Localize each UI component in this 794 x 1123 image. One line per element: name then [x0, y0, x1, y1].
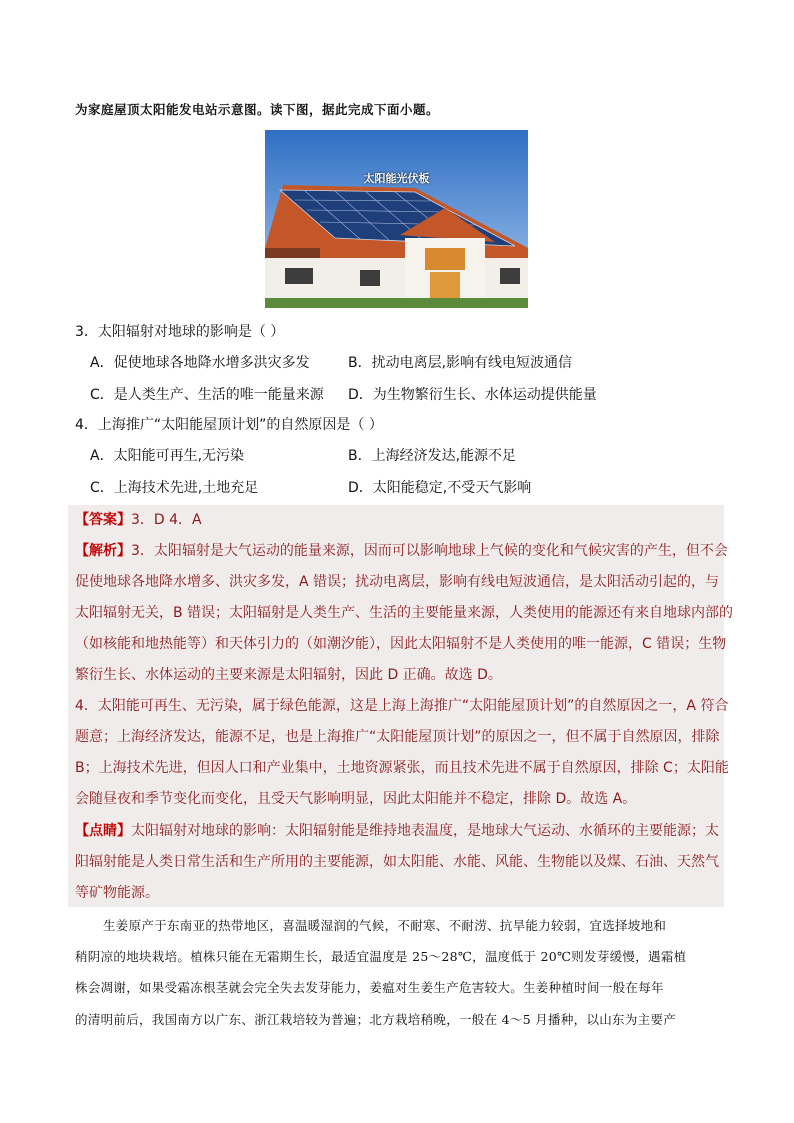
q4-option-b: B．上海经济发达,能源不足	[348, 448, 517, 464]
answer-tag: 【答案】	[75, 512, 131, 528]
intro-text: 为家庭屋顶太阳能发电站示意图。读下图，据此完成下面小题。	[75, 102, 440, 117]
q4-stem: 4．上海推广“太阳能屋顶计划”的自然原因是（ ）	[75, 417, 383, 433]
q3-option-a: A．促使地球各地降水增多洪灾多发	[90, 355, 310, 371]
solar-house-figure	[265, 130, 528, 308]
analysis-line-8: B；上海技术先进，但因人口和产业集中，土地资源紧张，而且技术先进不属于自然原因，排除 C；太阳能	[75, 760, 729, 776]
analysis-line-5: 繁衍生长、水体运动的主要来源是太阳辐射，因此 D 正确。故选 D。	[75, 667, 502, 683]
passage-line-1: 生姜原产于东南亚的热带地区，喜温暖湿润的气候，不耐寒、不耐涝、抗旱能力较弱，宜选择坡地和	[103, 918, 667, 933]
q3-stem: 3．太阳辐射对地球的影响是（ ）	[75, 324, 285, 340]
house-illustration	[265, 130, 528, 308]
q3-option-b: B．扰动电离层,影响有线电短波通信	[348, 355, 573, 371]
comment-line-1	[75, 820, 719, 840]
analysis-line-7: 题意；上海经济发达，能源不足，也是上海推广“太阳能屋顶计划”的原因之一，但不属于自然原因，排除	[75, 729, 720, 745]
analysis-line-9: 会随昼夜和季节变化而变化，且受天气影响明显，因此太阳能并不稳定，排除 D。故选 A。	[75, 791, 637, 807]
q3-option-c: C．是人类生产、生活的唯一能量来源	[90, 387, 324, 403]
analysis-text: 3．太阳辐射是大气运动的能量来源，因而可以影响地球上气候的变化和气候灾害的产生，但不会	[131, 543, 728, 559]
analysis-line-2: 促使地球各地降水增多、洪灾多发，A 错误；扰动电离层，影响有线电短波通信，是太阳活动引起的，与	[75, 574, 720, 590]
q4-option-d: D．太阳能稳定,不受天气影响	[348, 480, 532, 496]
answer-line	[75, 509, 202, 529]
analysis-line-3: 太阳辐射无关，B 错误；太阳辐射是人类生产、生活的主要能量来源，人类使用的能源还有来自地球内部的	[75, 605, 734, 621]
comment-text: 太阳辐射对地球的影响：太阳辐射能是维持地表温度，是地球大气运动、水循环的主要能源；太	[131, 823, 719, 839]
answer-text: 3．D 4．A	[131, 512, 202, 528]
solar-panel-label: 太阳能光伏板	[363, 172, 430, 185]
analysis-tag: 【解析】	[75, 543, 131, 559]
comment-tag: 【点睛】	[75, 823, 131, 839]
analysis-line-4: （如核能和地热能等）和天体引力的（如潮汐能），因此太阳辐射不是人类使用的唯一能源，C 错误；生物	[75, 636, 727, 652]
q4-option-a: A．太阳能可再生,无污染	[90, 448, 245, 464]
passage-line-2: 稍阴凉的地块栽培。植株只能在无霜期生长，最适宜温度是 25～28℃，温度低于 20℃则发芽缓慢，遇霜植	[75, 949, 687, 964]
analysis-line-6: 4．太阳能可再生、无污染，属于绿色能源，这是上海上海推广“太阳能屋顶计划”的自然原因之一，A 符合	[75, 698, 729, 714]
q4-option-c: C．上海技术先进,土地充足	[90, 480, 259, 496]
comment-line-3: 等矿物能源。	[75, 885, 159, 901]
passage-line-3: 株会凋谢，如果受霜冻根茎就会完全失去发芽能力，姜瘟对生姜生产危害较大。生姜种植时间一般在每年	[75, 980, 664, 995]
passage-line-4: 的清明前后，我国南方以广东、浙江栽培较为普遍；北方栽培稍晚，一般在 4～5 月播种，以山东为主要产	[75, 1012, 677, 1027]
comment-line-2: 阳辐射能是人类日常生活和生产所用的主要能源，如太阳能、水能、风能、生物能以及煤、石油、天然气	[75, 854, 719, 870]
q3-option-d: D．为生物繁衍生长、水体运动提供能量	[348, 387, 597, 403]
analysis-line-1	[75, 540, 728, 560]
